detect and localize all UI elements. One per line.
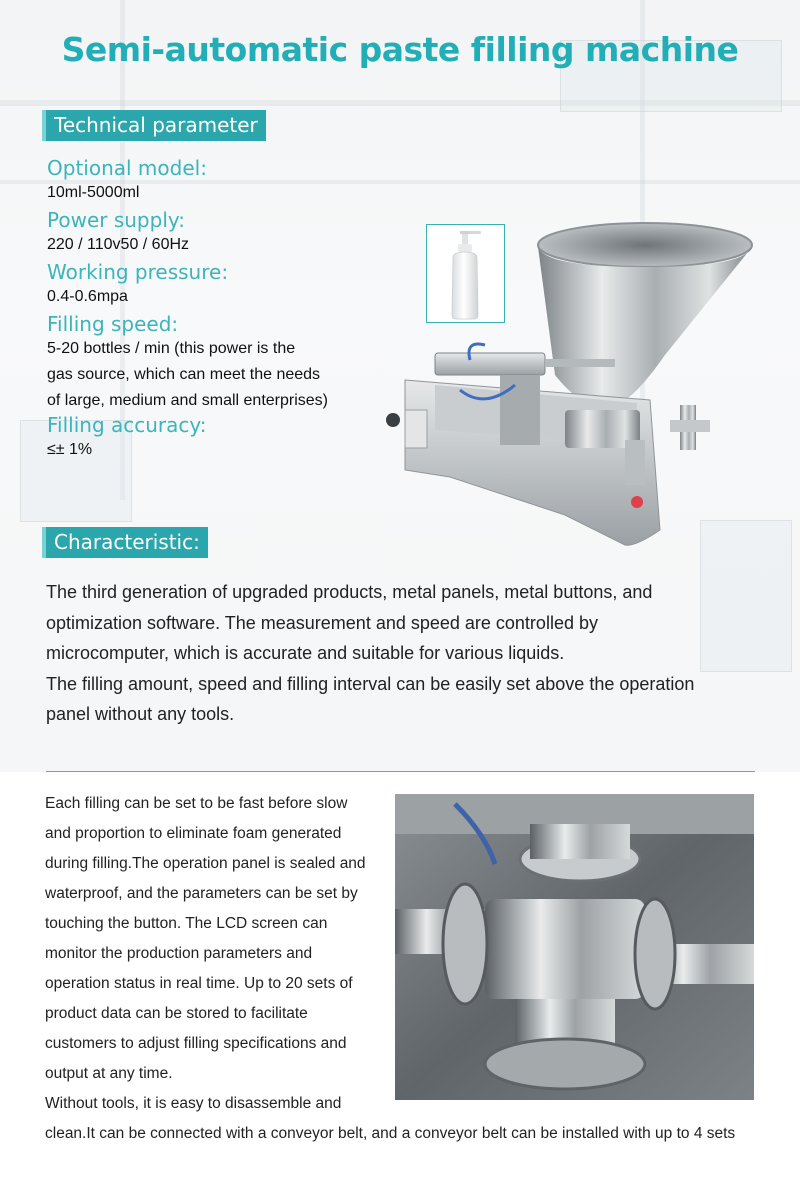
text-line: clean.It can be connected with a conveyor belt, and a conveyor belt can be installed with up to 4 sets (45, 1125, 736, 1142)
param-label: Working pressure: (47, 260, 229, 284)
param-value-line: of large, medium and small enterprises) (47, 392, 329, 409)
text-line: monitor the production parameters and (45, 945, 313, 962)
param-value-line: 5-20 bottles / min (this power is the (47, 340, 296, 357)
param-label: Power supply: (47, 208, 185, 232)
param-label: Filling accuracy: (47, 413, 207, 437)
characteristic-heading: Characteristic: (46, 527, 208, 558)
param-value-line: gas source, which can meet the needs (47, 366, 321, 383)
param-filling-accuracy (47, 413, 207, 463)
text-line: touching the button. The LCD screen can (45, 915, 328, 932)
text-line: and proportion to eliminate foam generated (45, 825, 342, 842)
text-line: The filling amount, speed and filling interval can be easily set above the operation (46, 673, 695, 694)
text-line: waterproof, and the parameters can be set by (45, 885, 358, 902)
text-line: The third generation of upgraded products, metal panels, metal buttons, and (46, 582, 653, 602)
text-line: operation status in real time. Up to 20 sets of (45, 975, 353, 992)
param-label: Filling speed: (47, 312, 179, 336)
text-line: optimization software. The measurement and speed are controlled by (46, 612, 598, 633)
text-line: customers to adjust filling specifications and (45, 1035, 347, 1052)
text-line: during filling.The operation panel is sealed and (45, 855, 366, 872)
text-line: Each filling can be set to be fast before slow (45, 795, 348, 812)
characteristic-paragraph (46, 577, 766, 730)
text-line: product data can be stored to facilitate (45, 1005, 308, 1022)
param-value: 220 / 110v50 / 60Hz (47, 236, 190, 253)
text-line: panel without any tools. (46, 704, 235, 724)
text-line: Without tools, it is easy to disassemble and (45, 1095, 342, 1112)
param-working-pressure (47, 260, 228, 310)
text-line: output at any time. (45, 1065, 173, 1082)
param-power-supply (47, 208, 189, 258)
param-value: 10ml-5000ml (47, 184, 140, 201)
param-value: 0.4-0.6mpa (47, 288, 128, 305)
param-filling-speed (47, 312, 328, 414)
page-title: Semi-automatic paste filling machine (61, 30, 739, 69)
param-label: Optional model: (47, 156, 207, 180)
param-optional-model (47, 156, 207, 206)
param-value: ≤± 1% (47, 441, 93, 458)
section-divider (46, 771, 755, 772)
valve-closeup-photo (395, 794, 754, 1100)
valve-closeup-image (395, 794, 754, 1100)
text-line: microcomputer, which is accurate and suitable for various liquids. (46, 643, 565, 663)
filling-machine-image (375, 215, 765, 555)
technical-heading: Technical parameter (46, 110, 266, 141)
